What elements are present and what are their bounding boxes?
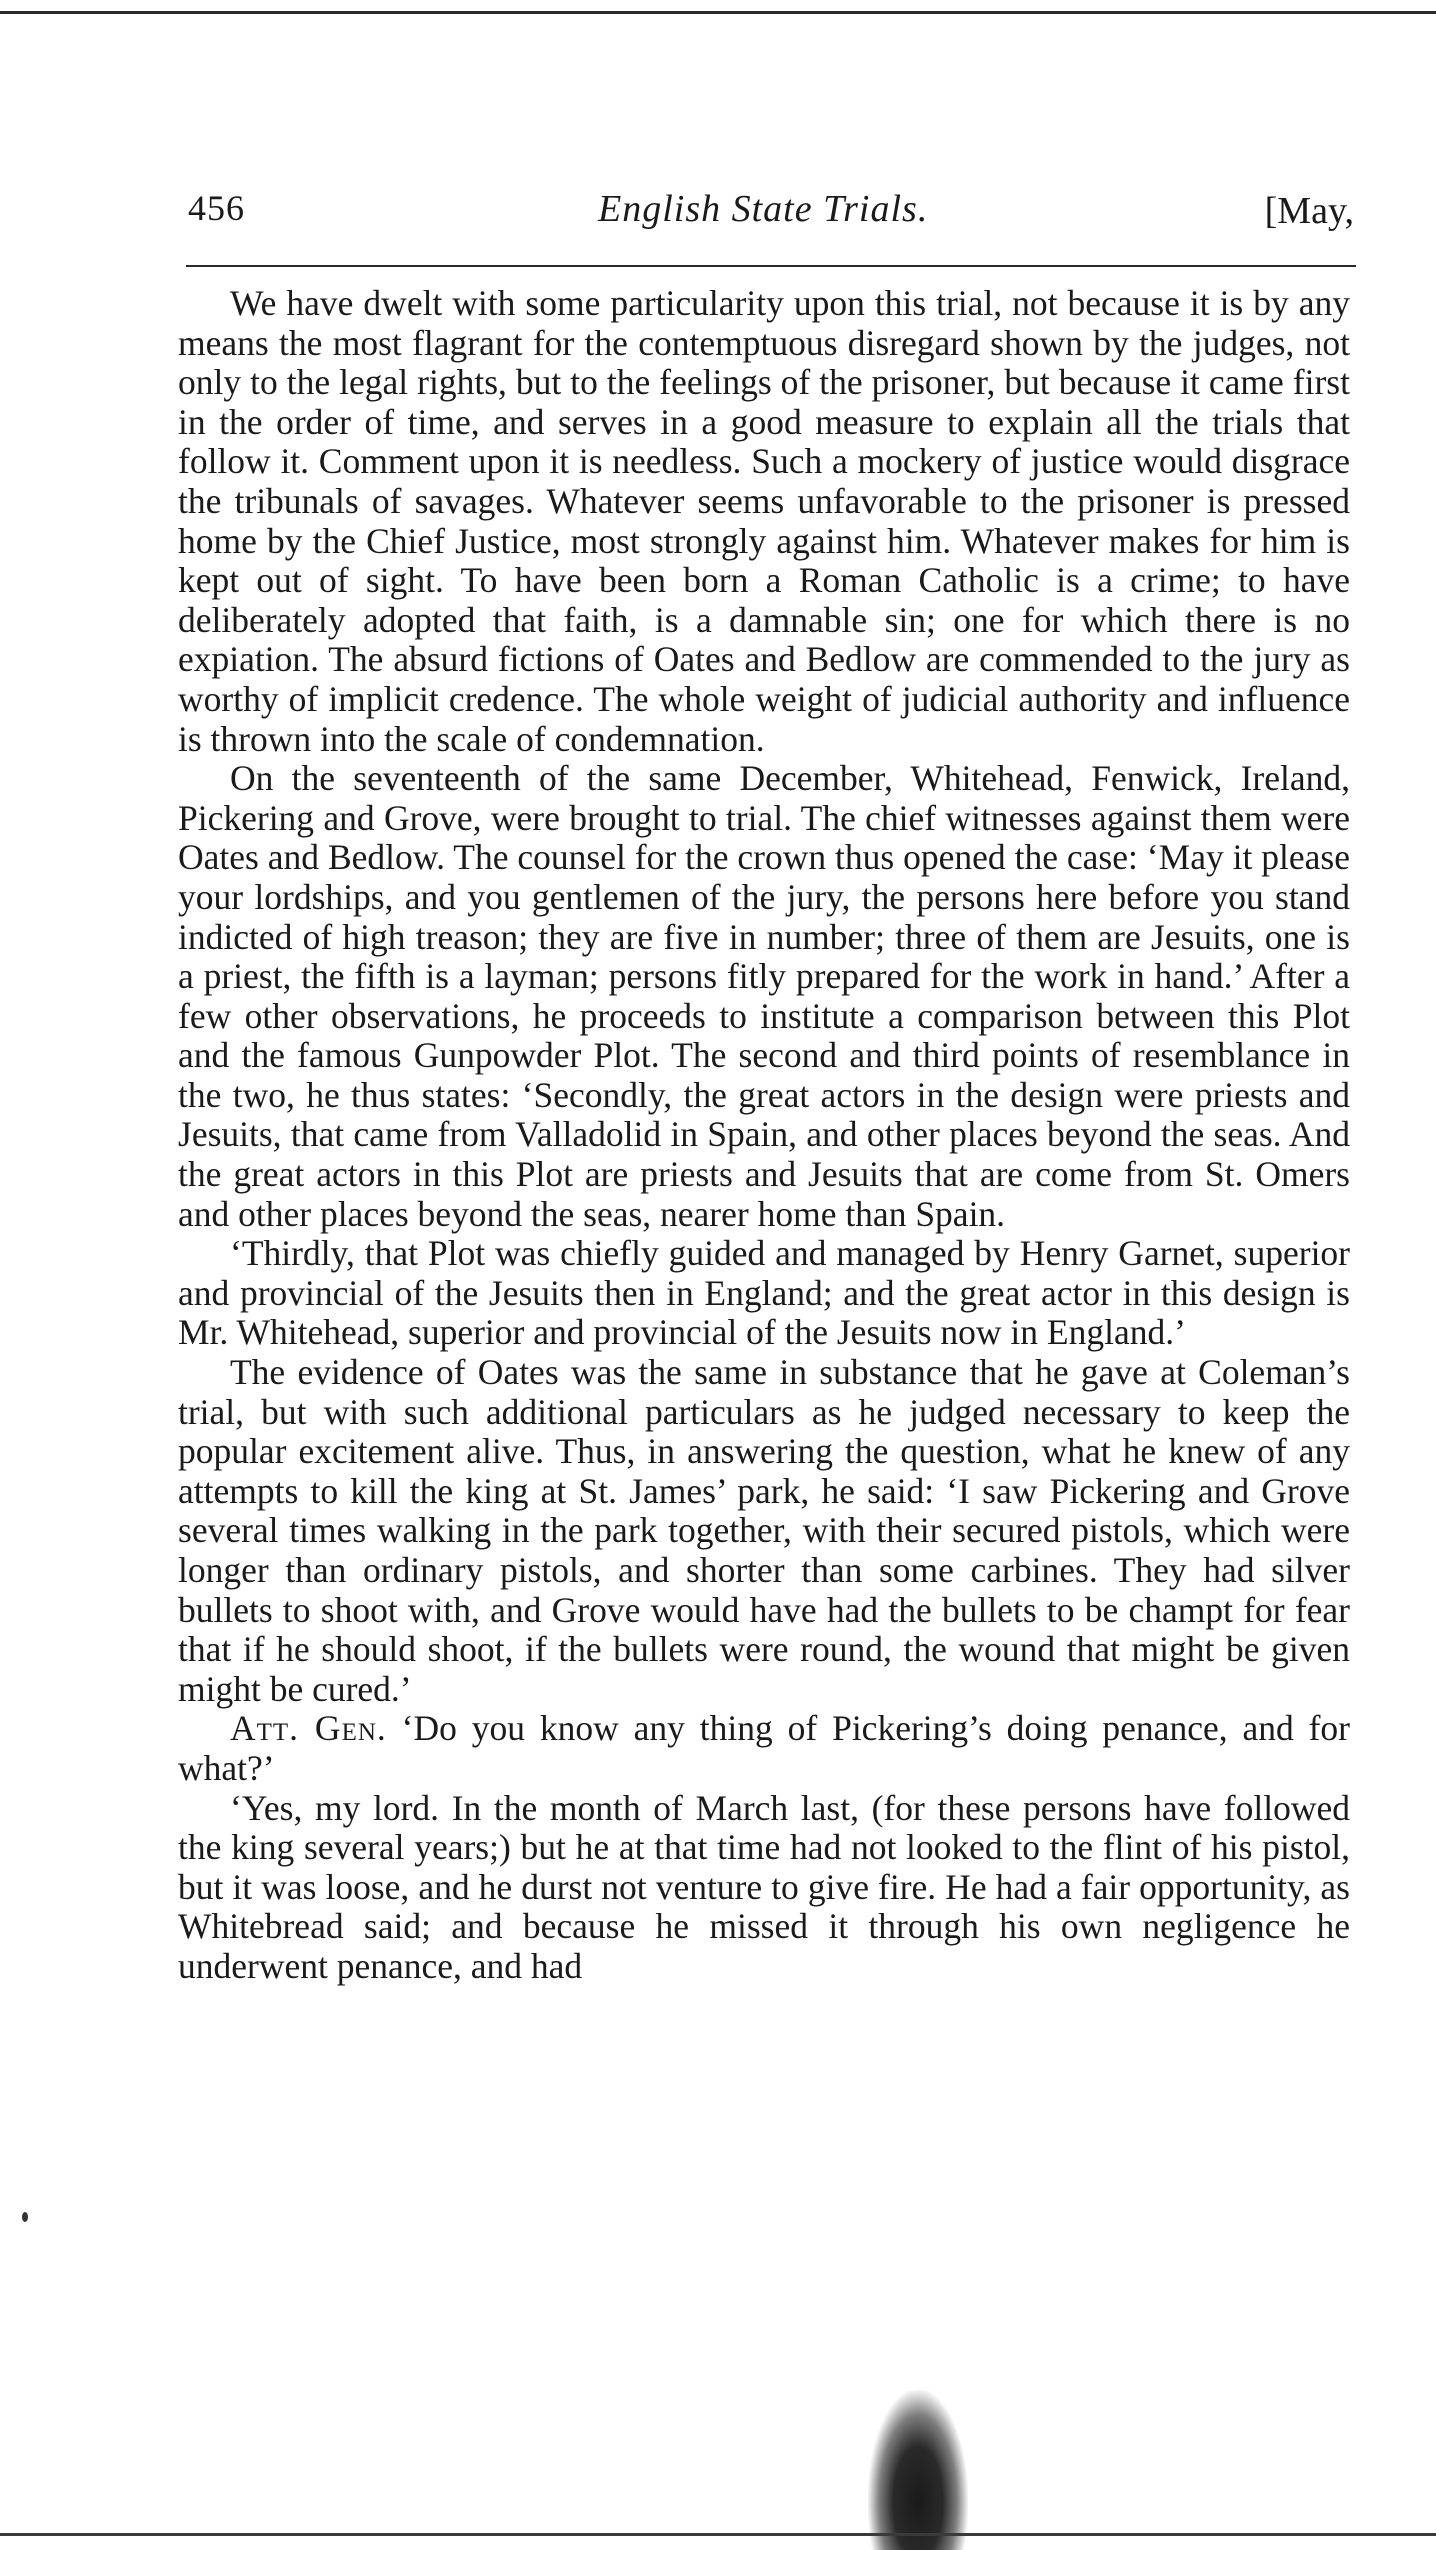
- running-title: English State Trials.: [598, 188, 929, 230]
- speaker-label: Att. Gen.: [230, 1708, 387, 1749]
- paragraph: The evidence of Oates was the same in substance that he gave at Coleman’s trial, but with such additional particulars as he judged necessary to keep the popular excitement alive. Thus, in answering the question, what he knew of any attempts to kill the king at St. James’ park, he said: ‘I saw Pickering and Grove several times walking in the park together, with their secured pistols, which were longer than ordinary pistols, and shorter than some carbines. They had silver bullets to shoot with, and Grove would have had the bullets to be champt for fear that if he should shoot, if the bullets were round, the wound that might be given might be cured.’: [178, 1352, 1350, 1709]
- month-label: [May,: [1264, 190, 1354, 232]
- ink-mark: [22, 2212, 28, 2222]
- scan-top-edge: [0, 0, 1436, 14]
- speaker-text: ‘Do you know any thing of Pickering’s doing penance, and for what?’: [178, 1708, 1350, 1788]
- paragraph: On the seventeenth of the same December, Whitehead, Fenwick, Ireland, Pickering and Grove, were brought to trial. The chief witnesses against them were Oates and Bedlow. The counsel for the crown thus opened the case: ‘May it please your lordships, and you gentlemen of the jury, the persons here before you stand indicted of high treason; they are five in number; three of them are Jesuits, one is a priest, the fifth is a layman; persons fitly prepared for the work in hand.’ After a few other observations, he proceeds to institute a comparison between this Plot and the famous Gunpowder Plot. The second and third points of resemblance in the two, he thus states: ‘Secondly, the great actors in the design were priests and Jesuits, that came from Valladolid in Spain, and other places beyond the seas. And the great actors in this Plot are priests and Jesuits that are come from St. Omers and other places beyond the seas, nearer home than Spain.: [178, 758, 1350, 1234]
- ink-blot: [868, 2390, 968, 2550]
- body-text: [178, 284, 1350, 1987]
- scan-bottom-edge: [0, 2533, 1436, 2536]
- page-number: 456: [188, 188, 245, 228]
- paragraph: We have dwelt with some particularity upon this trial, not because it is by any means the most flagrant for the contemptuous disregard shown by the judges, not only to the legal rights, but to the feelings of the prisoner, but because it came first in the order of time, and serves in a good measure to explain all the trials that follow it. Comment upon it is needless. Such a mockery of justice would disgrace the tribunals of savages. Whatever seems unfavorable to the prisoner is pressed home by the Chief Justice, most strongly against him. Whatever makes for him is kept out of sight. To have been born a Roman Catholic is a crime; to have deliberately adopted that faith, is a damnable sin; one for which there is no expiation. The absurd fictions of Oates and Bedlow are commended to the jury as worthy of implicit credence. The whole weight of judicial authority and influence is thrown into the scale of condemnation.: [178, 283, 1350, 759]
- paragraph: ‘Yes, my lord. In the month of March last, (for these persons have followed the king several years;) but he at that time had not looked to the flint of his pistol, but it was loose, and he durst not venture to give fire. He had a fair opportunity, as Whitebread said; and because he missed it through his own negligence he underwent penance, and had: [178, 1787, 1350, 1986]
- page-header: [188, 187, 1358, 243]
- paragraph: ‘Thirdly, that Plot was chiefly guided and managed by Henry Garnet, superior and provincial of the Jesuits then in England; and the great actor in this design is Mr. Whitehead, superior and provincial of the Jesuits now in England.’: [178, 1233, 1350, 1353]
- header-rule: [186, 265, 1356, 267]
- speaker-paragraph: [178, 1709, 1350, 1788]
